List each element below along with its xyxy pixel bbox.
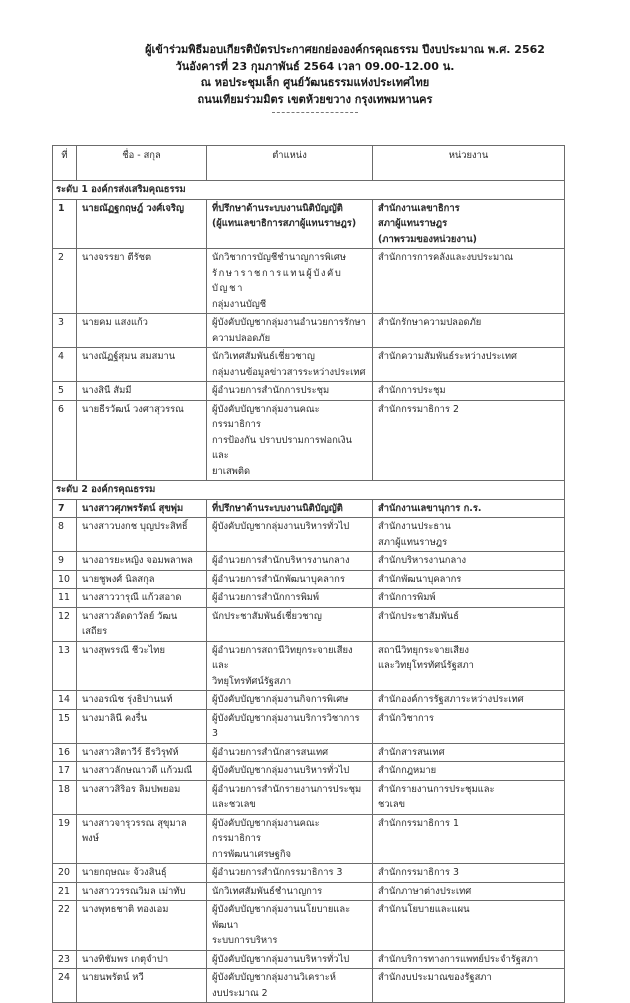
unit-cell	[373, 882, 565, 901]
table-row	[53, 780, 565, 814]
position-line: นักวิเทศสัมพันธ์เชี่ยวชาญ	[212, 351, 315, 362]
unit-cell	[373, 969, 565, 1003]
unit-cell	[373, 314, 565, 348]
person-name: นางพุทธชาติ ทองเอม	[77, 901, 207, 951]
unit-cell	[373, 691, 565, 710]
position-line: การพัฒนาเศรษฐกิจ	[212, 848, 292, 860]
position-cell	[207, 641, 373, 691]
event-address: ถนนเทียมร่วมมิตร เขตห้วยขวาง กรุงเทพมหานคร	[197, 92, 433, 106]
person-name: นายณัฏฐกฤษฎ์ วงศ์เจริญ	[77, 199, 207, 249]
table-header-row	[53, 146, 565, 181]
person-name: นางสาวสิริอร ลิมปพยอม	[77, 780, 207, 814]
row-number: 6	[53, 400, 77, 481]
section-label: ระดับ 1 องค์กรส่งเสริมคุณธรรม	[53, 181, 565, 200]
table-row	[53, 969, 565, 1003]
position-cell	[207, 709, 373, 743]
person-name: นางสาวสิตาวีร์ ธีรวิรุฬห์	[77, 743, 207, 762]
person-name: นางอรณิช รุ่งธิปานนท์	[77, 691, 207, 710]
position-cell	[207, 499, 373, 518]
document-title: ผู้เข้าร่วมพิธีมอบเกียรติบัตรประกาศยกย่ององค์กรคุณธรรม ปีงบประมาณ พ.ศ. 2562	[145, 43, 545, 56]
row-number: 18	[53, 780, 77, 814]
person-name: นายธีรวัฒน์ วงศาสุวรรณ	[77, 400, 207, 481]
position-line: ผู้อำนวยการสำนักพัฒนาบุคลากร	[212, 573, 345, 585]
unit-line: สำนักประชาสัมพันธ์	[378, 610, 459, 622]
table-row	[53, 743, 565, 762]
table-row	[53, 709, 565, 743]
row-number: 21	[53, 882, 77, 901]
person-name: นายคม แสงแก้ว	[77, 314, 207, 348]
position-line: ผู้อำนวยการสำนักรายงานการประชุม	[212, 783, 362, 795]
row-number: 20	[53, 864, 77, 883]
person-name: นายกฤษณะ จ้วงสินธุ์	[77, 864, 207, 883]
table-row	[53, 348, 565, 382]
position-line: ผู้บังคับบัญชากลุ่มงานกิจการพิเศษ	[212, 694, 349, 705]
unit-line: สำนักบริหารงานกลาง	[378, 555, 467, 566]
position-line: วิทยุโทรทัศน์รัฐสภา	[212, 675, 292, 687]
section-label: ระดับ 2 องค์กรคุณธรรม	[53, 481, 565, 500]
row-number: 12	[53, 607, 77, 641]
position-line: ที่ปรึกษาด้านระบบงานนิติบัญญัติ	[212, 202, 343, 214]
person-name: นางสาวบงกช บุญประสิทธิ์	[77, 518, 207, 552]
header-position: ตำแหน่ง	[207, 146, 373, 181]
unit-line: สำนักกรรมาธิการ 3	[378, 867, 459, 878]
position-line: ที่ปรึกษาด้านระบบงานนิติบัญญัติ	[212, 502, 343, 514]
unit-line: สภาผู้แทนราษฎร	[378, 536, 448, 548]
unit-cell	[373, 607, 565, 641]
table-row	[53, 552, 565, 571]
unit-cell	[373, 199, 565, 249]
position-cell	[207, 969, 373, 1003]
position-line: ผู้อำนวยการสำนักบริหารงานกลาง	[212, 555, 350, 566]
unit-line: สำนักพัฒนาบุคลากร	[378, 573, 462, 585]
person-name: นางสาววรรณวิมล เม่าทับ	[77, 882, 207, 901]
unit-cell	[373, 743, 565, 762]
unit-line: สภาผู้แทนราษฎร	[378, 218, 448, 229]
unit-cell	[373, 950, 565, 969]
position-cell	[207, 780, 373, 814]
person-name: นางสาวลักษณาวดี แก้วมณี	[77, 762, 207, 781]
position-cell	[207, 570, 373, 589]
unit-line: สำนักบริการทางการแพทย์ประจำรัฐสภา	[378, 953, 539, 965]
table-row	[53, 518, 565, 552]
position-line: นักประชาสัมพันธ์เชี่ยวชาญ	[212, 610, 322, 622]
event-date-time: วันอังคารที่ 23 กุมภาพันธ์ 2564 เวลา 09.00-12.00 น.	[175, 59, 455, 73]
row-number: 16	[53, 743, 77, 762]
person-name: นางสาวศุภพรรัตน์ สุขพุ่ม	[77, 499, 207, 518]
row-number: 3	[53, 314, 77, 348]
position-line: งบประมาณ 2	[212, 987, 268, 999]
unit-cell	[373, 709, 565, 743]
unit-cell	[373, 249, 565, 314]
position-line: การป้องกัน ปราบปรามการฟอกเงินและ	[212, 434, 352, 461]
table-row	[53, 882, 565, 901]
header-unit: หน่วยงาน	[373, 146, 565, 181]
person-name: นางอารยะหญิง จอมพลาพล	[77, 552, 207, 571]
row-number: 14	[53, 691, 77, 710]
person-name: นางจรรยา ตีรัชต	[77, 249, 207, 314]
position-line: กลุ่มงานบัญชี	[212, 298, 267, 310]
unit-line: สำนักกรรมาธิการ 1	[378, 817, 459, 829]
position-cell	[207, 762, 373, 781]
position-cell	[207, 518, 373, 552]
unit-cell	[373, 348, 565, 382]
table-row	[53, 499, 565, 518]
row-number: 23	[53, 950, 77, 969]
row-number: 22	[53, 901, 77, 951]
unit-line: สำนักองค์การรัฐสภาระหว่างประเทศ	[378, 694, 524, 705]
unit-line: สำนักกรรมาธิการ 2	[378, 403, 459, 415]
position-cell	[207, 882, 373, 901]
row-number: 1	[53, 199, 77, 249]
row-number: 5	[53, 382, 77, 401]
row-number: 9	[53, 552, 77, 571]
table-row	[53, 950, 565, 969]
person-name: นายนพรัตน์ หวี	[77, 969, 207, 1003]
table-row	[53, 589, 565, 608]
unit-cell	[373, 762, 565, 781]
row-number: 11	[53, 589, 77, 608]
position-cell	[207, 901, 373, 951]
unit-cell	[373, 589, 565, 608]
position-line: ความปลอดภัย	[212, 332, 271, 344]
position-line: ผู้อำนวยการสำนักกรรมาธิการ 3	[212, 867, 343, 878]
row-number: 24	[53, 969, 77, 1003]
position-line: ผู้บังคับบัญชากลุ่มงานบริหารทั่วไป	[212, 765, 350, 776]
unit-line: สำนักนโยบายและแผน	[378, 904, 470, 915]
unit-line: และวิทยุโทรทัศน์รัฐสภา	[378, 660, 474, 671]
position-line: นักวิเทศสัมพันธ์ชำนาญการ	[212, 885, 323, 897]
person-name: นางมาลินี คงรื่น	[77, 709, 207, 743]
position-cell	[207, 950, 373, 969]
position-line: ยาเสพติด	[212, 465, 251, 477]
row-number: 17	[53, 762, 77, 781]
table-row	[53, 199, 565, 249]
person-name: นายชูพงศ์ นิลสกุล	[77, 570, 207, 589]
position-cell	[207, 552, 373, 571]
position-cell	[207, 691, 373, 710]
unit-line: (ภาพรวมของหน่วยงาน)	[378, 233, 477, 245]
position-cell	[207, 743, 373, 762]
row-number: 13	[53, 641, 77, 691]
section-row-level2	[53, 481, 565, 500]
position-line: ผู้บังคับบัญชากลุ่มงานบริหารทั่วไป	[212, 521, 350, 532]
person-name: นางสาวลัดดาวัลย์ วัฒนเสถียร	[77, 607, 207, 641]
unit-line: สำนักกฎหมาย	[378, 765, 437, 776]
position-cell	[207, 314, 373, 348]
table-row	[53, 249, 565, 314]
attendee-table	[52, 145, 565, 1003]
event-venue: ณ หอประชุมเล็ก ศูนย์วัฒนธรรมแห่งประเทศไทย	[200, 76, 430, 89]
header-name: ชื่อ - สกุล	[77, 146, 207, 181]
table-row	[53, 814, 565, 864]
row-number: 7	[53, 499, 77, 518]
unit-line: สำนักการประชุม	[378, 385, 446, 396]
unit-line: สำนักภาษาต่างประเทศ	[378, 885, 472, 897]
position-cell	[207, 400, 373, 481]
unit-cell	[373, 382, 565, 401]
position-line: ผู้อำนวยการสำนักการพิมพ์	[212, 592, 320, 603]
unit-cell	[373, 641, 565, 691]
unit-cell	[373, 499, 565, 518]
unit-line: สถานีวิทยุกระจายเสียง	[378, 644, 470, 656]
position-line: ผู้อำนวยการสำนักสารสนเทศ	[212, 746, 329, 758]
header-divider	[272, 112, 358, 113]
position-cell	[207, 814, 373, 864]
row-number: 4	[53, 348, 77, 382]
position-line: ผู้บังคับบัญชากลุ่มงานวิเคราะห์	[212, 972, 336, 983]
header-number: ที่	[53, 146, 77, 181]
unit-line: สำนักรักษาความปลอดภัย	[378, 317, 482, 328]
table-row	[53, 864, 565, 883]
unit-line: สำนักวิชาการ	[378, 712, 434, 724]
position-line: ผู้บังคับบัญชากลุ่มงานบริการวิชาการ 3	[212, 712, 360, 739]
unit-cell	[373, 518, 565, 552]
unit-cell	[373, 864, 565, 883]
table-row	[53, 400, 565, 481]
table-row	[53, 607, 565, 641]
row-number: 2	[53, 249, 77, 314]
position-line: ระบบการบริหาร	[212, 935, 278, 946]
unit-line: ชวเลข	[378, 799, 405, 810]
position-cell	[207, 199, 373, 249]
person-name: นางสุพรรณี ชีวะไทย	[77, 641, 207, 691]
unit-line: สำนักการพิมพ์	[378, 592, 436, 603]
unit-line: สำนักงานเลขานุการ ก.ร.	[378, 502, 482, 514]
position-line: นักวิชาการบัญชีชำนาญการพิเศษ	[212, 252, 347, 263]
unit-line: สำนักการการคลังและงบประมาณ	[378, 252, 514, 263]
unit-line: สำนักงบประมาณของรัฐสภา	[378, 972, 492, 983]
person-name: นางสาวจารุวรรณ สุขุมาลพงษ์	[77, 814, 207, 864]
position-line: ผู้บังคับบัญชากลุ่มงานนโยบายและพัฒนา	[212, 904, 351, 931]
unit-line: สำนักงานเลขาธิการ	[378, 202, 460, 214]
table-row	[53, 762, 565, 781]
table-row	[53, 570, 565, 589]
position-cell	[207, 249, 373, 314]
unit-cell	[373, 814, 565, 864]
row-number: 15	[53, 709, 77, 743]
position-line: ผู้บังคับบัญชากลุ่มงานคณะกรรมาธิการ	[212, 403, 320, 430]
position-cell	[207, 348, 373, 382]
position-line: ผู้อำนวยการสถานีวิทยุกระจายเสียงและ	[212, 644, 353, 671]
unit-line: สำนักรายงานการประชุมและ	[378, 783, 495, 795]
table-row	[53, 691, 565, 710]
person-name: นางสินี สัมมี	[77, 382, 207, 401]
position-line: ผู้อำนวยการสำนักการประชุม	[212, 385, 330, 396]
unit-line: สำนักงานประธาน	[378, 521, 451, 532]
position-line: รักษาราชการแทนผู้บังคับบัญชา	[212, 267, 343, 294]
person-name: นางทิชัมพร เกตุจำปา	[77, 950, 207, 969]
unit-cell	[373, 901, 565, 951]
table-row	[53, 901, 565, 951]
unit-cell	[373, 400, 565, 481]
position-line: ผู้บังคับบัญชากลุ่มงานคณะกรรมาธิการ	[212, 817, 320, 844]
unit-cell	[373, 780, 565, 814]
unit-line: สำนักความสัมพันธ์ระหว่างประเทศ	[378, 351, 517, 362]
table-row	[53, 382, 565, 401]
position-line: (ผู้แทนเลขาธิการสภาผู้แทนราษฎร)	[212, 218, 357, 229]
person-name: นางณัฏฐ์สุมน สมสมาน	[77, 348, 207, 382]
position-cell	[207, 382, 373, 401]
person-name: นางสาววารุณี แก้วสอาด	[77, 589, 207, 608]
row-number: 19	[53, 814, 77, 864]
position-cell	[207, 864, 373, 883]
document-header	[0, 42, 630, 113]
row-number: 8	[53, 518, 77, 552]
position-line: กลุ่มงานข้อมูลข่าวสารระหว่างประเทศ	[212, 366, 366, 378]
unit-cell	[373, 552, 565, 571]
table-row	[53, 314, 565, 348]
position-cell	[207, 589, 373, 608]
section-row-level1	[53, 181, 565, 200]
unit-line: สำนักสารสนเทศ	[378, 746, 445, 758]
position-line: ผู้บังคับบัญชากลุ่มงานบริหารทั่วไป	[212, 953, 350, 965]
position-cell	[207, 607, 373, 641]
position-line: และชวเลข	[212, 799, 256, 810]
table-row	[53, 641, 565, 691]
position-line: ผู้บังคับบัญชากลุ่มงานอำนวยการรักษา	[212, 317, 366, 328]
unit-cell	[373, 570, 565, 589]
row-number: 10	[53, 570, 77, 589]
